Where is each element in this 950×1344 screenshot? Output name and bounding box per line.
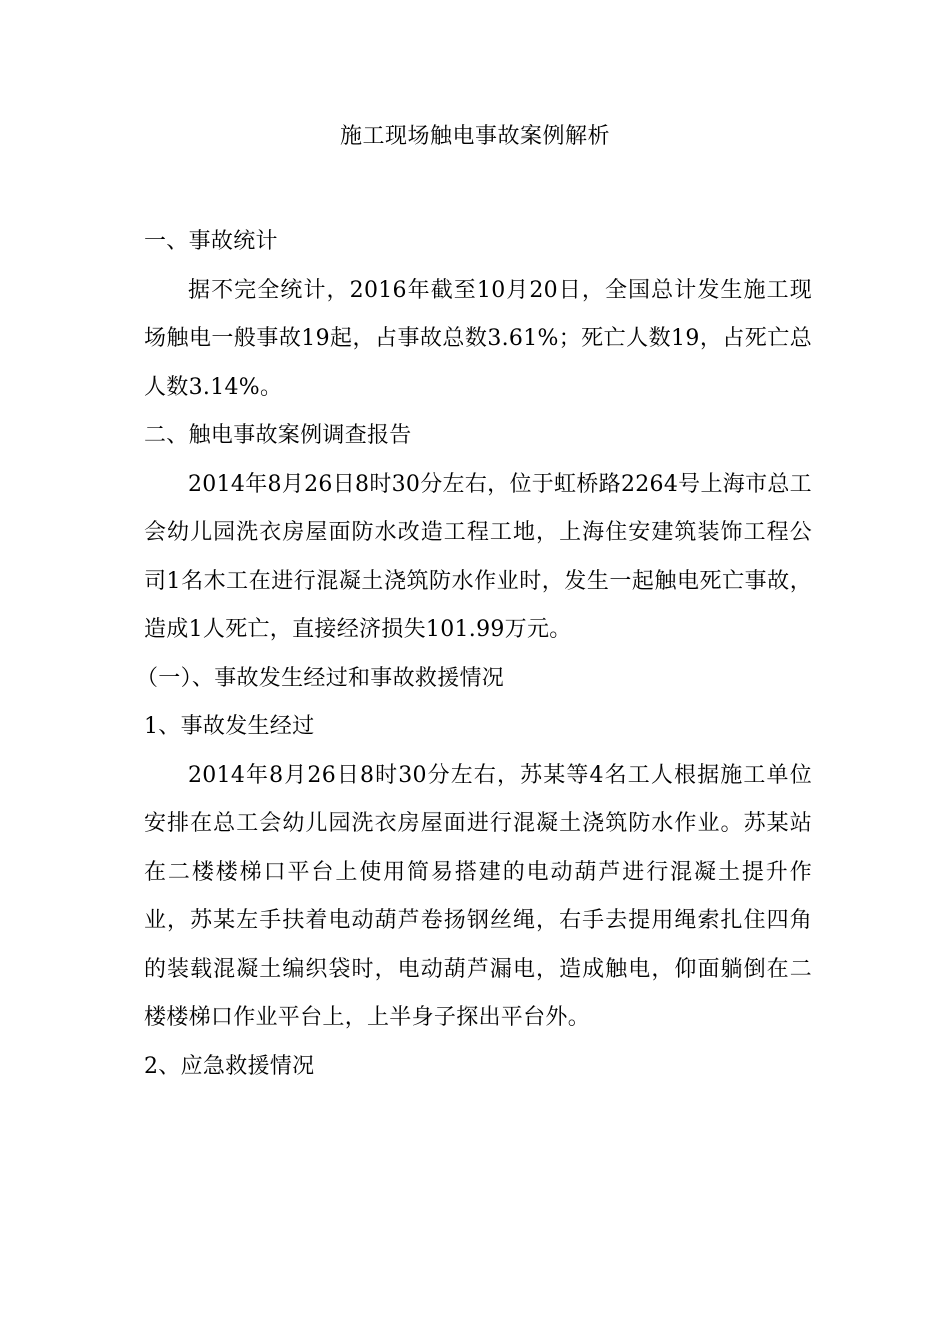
subsection-heading-process-and-rescue: （一）、事故发生经过和事故救援情况 — [136, 665, 505, 691]
item-heading-accident-process: 1、事故发生经过 — [144, 714, 315, 739]
paragraph-statistics: 据不完全统计，2016年截至10月20日，全国总计发生施工现场触电一般事故19起，占事故总数3.61%；死亡人数19，占死亡总人数3.14%。 — [144, 277, 812, 400]
section-heading-accident-statistics: 一、事故统计 — [144, 229, 278, 254]
section-heading-investigation-report: 二、触电事故案例调查报告 — [144, 423, 412, 448]
document-body — [136, 218, 812, 1091]
document-title: 施工现场触电事故案例解析 — [339, 124, 610, 149]
item-heading-emergency-rescue: 2、应急救援情况 — [144, 1053, 315, 1079]
paragraph-accident-process: 2014年8月26日8时30分左右，苏某等4名工人根据施工单位安排在总工会幼儿园洗衣房屋面进行混凝土浇筑防水作业。苏某站在二楼楼梯口平台上使用简易搭建的电动葫芦进行混凝土提升作业，苏某左手扶着电动葫芦卷扬钢丝绳，右手去提用绳索扎住四角的装载混凝土编织袋时，电动葫芦漏电，造成触电，仰面躺倒在二楼楼梯口作业平台上，上半身子探出平台外。 — [144, 762, 812, 1030]
paragraph-case-summary: 2014年8月26日8时30分左右，位于虹桥路2264号上海市总工会幼儿园洗衣房屋面防水改造工程工地，上海住安建筑装饰工程公司1名木工在进行混凝土浇筑防水作业时，发生一起触电死亡事故，造成1人死亡，直接经济损失101.99万元。 — [144, 471, 812, 642]
